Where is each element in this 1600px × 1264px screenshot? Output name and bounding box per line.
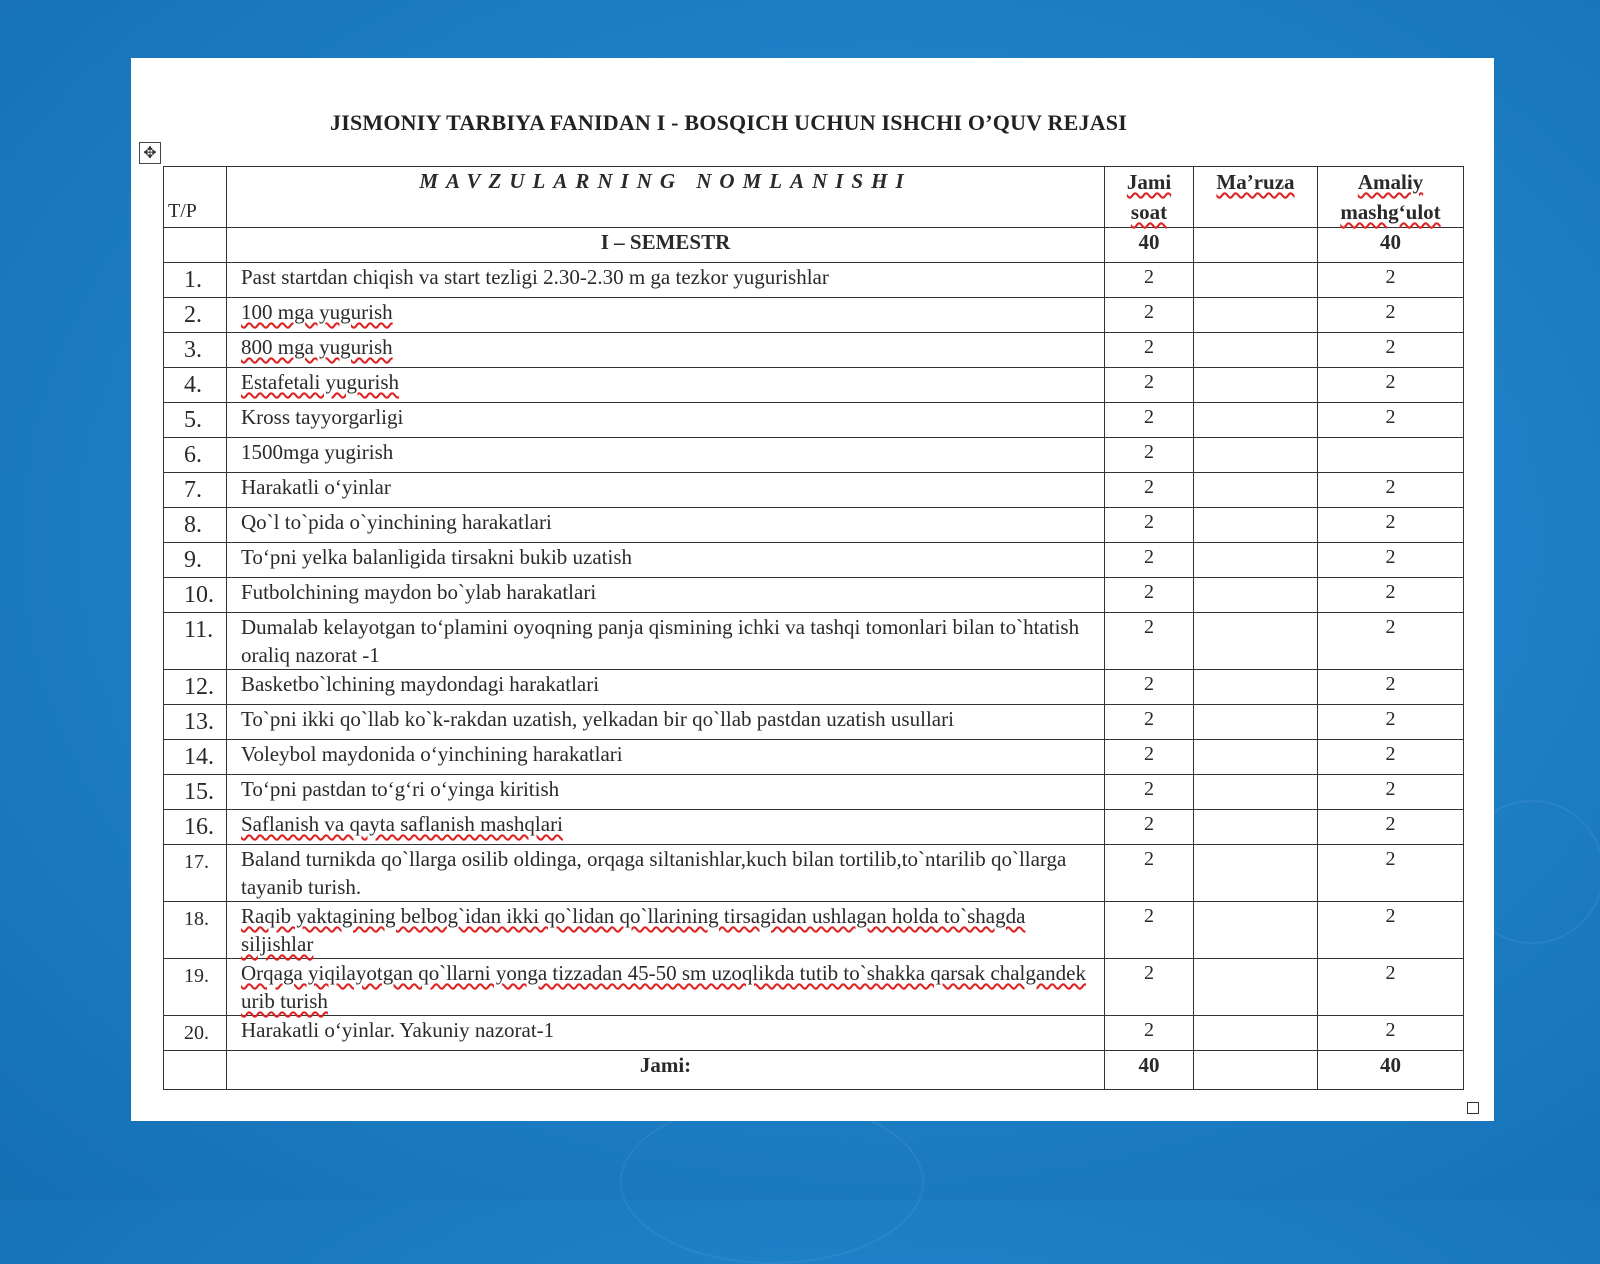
- row-topic: Basketbo`lchining maydondagi harakatlari: [227, 670, 1105, 705]
- semester-number-cell: [164, 228, 227, 263]
- row-number: 6.: [164, 438, 227, 473]
- row-topic: Qo`l to`pida o`yinchining harakatlari: [227, 508, 1105, 543]
- row-topic: To‘pni yelka balanligida tirsakni bukib uzatish: [227, 543, 1105, 578]
- row-lecture: [1194, 438, 1318, 473]
- header-lecture-label: Ma’ruza: [1216, 170, 1295, 194]
- row-number: 12.: [164, 670, 227, 705]
- row-topic-text: Orqaga yiqilayotgan qo`llarni yonga tizzadan 45-50 sm uzoqlikda tutib to`shakka qarsak chalgandek urib turish: [241, 961, 1086, 1013]
- table-row: [164, 543, 1464, 578]
- table-row: [164, 810, 1464, 845]
- table-row: [164, 578, 1464, 613]
- row-practical: 2: [1318, 368, 1464, 403]
- row-lecture: [1194, 473, 1318, 508]
- row-total-hours: 2: [1105, 333, 1194, 368]
- row-total-hours: 2: [1105, 403, 1194, 438]
- row-number: 19.: [164, 959, 227, 1016]
- row-practical: 2: [1318, 298, 1464, 333]
- row-practical: 2: [1318, 578, 1464, 613]
- total-number-cell: [164, 1051, 227, 1090]
- table-row: [164, 508, 1464, 543]
- row-practical: 2: [1318, 473, 1464, 508]
- row-topic-text: 100 mga yugurish: [241, 300, 393, 324]
- row-lecture: [1194, 298, 1318, 333]
- row-practical: 2: [1318, 543, 1464, 578]
- row-total-hours: 2: [1105, 810, 1194, 845]
- table-row: [164, 333, 1464, 368]
- header-practical-label: Amaliy mashg‘ulot: [1340, 170, 1441, 224]
- row-lecture: [1194, 613, 1318, 670]
- row-topic: [227, 333, 1105, 368]
- row-practical: 2: [1318, 705, 1464, 740]
- header-number: T/P: [164, 167, 227, 228]
- table-header-row: [164, 167, 1464, 228]
- row-number: 1.: [164, 263, 227, 298]
- row-topic: Kross tayyorgarligi: [227, 403, 1105, 438]
- row-practical: 2: [1318, 740, 1464, 775]
- row-topic: 1500mga yugirish: [227, 438, 1105, 473]
- row-number: 2.: [164, 298, 227, 333]
- row-lecture: [1194, 902, 1318, 959]
- row-practical: 2: [1318, 670, 1464, 705]
- table-row: [164, 845, 1464, 902]
- row-practical: 2: [1318, 902, 1464, 959]
- row-topic: [227, 810, 1105, 845]
- row-lecture: [1194, 333, 1318, 368]
- header-practical: [1318, 167, 1464, 228]
- header-topics: MAVZULARNING NOMLANISHI: [227, 167, 1105, 228]
- row-number: 16.: [164, 810, 227, 845]
- row-lecture: [1194, 1016, 1318, 1051]
- row-number: 8.: [164, 508, 227, 543]
- table-row: [164, 613, 1464, 670]
- row-number: 15.: [164, 775, 227, 810]
- table-row: [164, 902, 1464, 959]
- row-topic: Past startdan chiqish va start tezligi 2.30-2.30 m ga tezkor yugurishlar: [227, 263, 1105, 298]
- table-row: [164, 959, 1464, 1016]
- table-row: [164, 705, 1464, 740]
- table-row: [164, 775, 1464, 810]
- row-lecture: [1194, 810, 1318, 845]
- header-lecture: [1194, 167, 1318, 228]
- row-topic: To`pni ikki qo`llab ko`k-rakdan uzatish, yelkadan bir qo`llab pastdan uzatish usullari: [227, 705, 1105, 740]
- row-total-hours: 2: [1105, 1016, 1194, 1051]
- row-lecture: [1194, 775, 1318, 810]
- row-topic: To‘pni pastdan to‘g‘ri o‘yinga kiritish: [227, 775, 1105, 810]
- row-lecture: [1194, 845, 1318, 902]
- row-practical: 2: [1318, 263, 1464, 298]
- row-total-hours: 2: [1105, 775, 1194, 810]
- semester-row: [164, 228, 1464, 263]
- row-practical: 2: [1318, 845, 1464, 902]
- row-lecture: [1194, 403, 1318, 438]
- row-number: 7.: [164, 473, 227, 508]
- row-total-hours: 2: [1105, 508, 1194, 543]
- row-number: 17.: [164, 845, 227, 902]
- row-topic: Baland turnikda qo`llarga osilib oldinga, orqaga siltanishlar,kuch bilan tortilib,to`ntarilib qo`llarga tayanib turish.: [227, 845, 1105, 902]
- row-topic: Voleybol maydonida o‘yinchining harakatlari: [227, 740, 1105, 775]
- row-number: 20.: [164, 1016, 227, 1051]
- row-total-hours: 2: [1105, 298, 1194, 333]
- row-total-hours: 2: [1105, 959, 1194, 1016]
- row-lecture: [1194, 959, 1318, 1016]
- row-lecture: [1194, 578, 1318, 613]
- row-total-hours: 2: [1105, 578, 1194, 613]
- document-page: [131, 58, 1494, 1121]
- table-row: [164, 670, 1464, 705]
- row-topic: [227, 902, 1105, 959]
- row-topic: [227, 298, 1105, 333]
- semester-label: I – SEMESTR: [227, 228, 1105, 263]
- row-practical: 2: [1318, 959, 1464, 1016]
- row-lecture: [1194, 368, 1318, 403]
- table-row: [164, 368, 1464, 403]
- row-topic-text: Raqib yaktagining belbog`idan ikki qo`lidan qo`llarining tirsagidan ushlagan holda to`shagda siljishlar: [241, 904, 1026, 956]
- table-row: [164, 403, 1464, 438]
- row-practical: 2: [1318, 810, 1464, 845]
- row-total-hours: 2: [1105, 438, 1194, 473]
- row-topic: Futbolchining maydon bo`ylab harakatlari: [227, 578, 1105, 613]
- total-practical: 40: [1318, 1051, 1464, 1090]
- row-total-hours: 2: [1105, 845, 1194, 902]
- row-topic: Harakatli o‘yinlar. Yakuniy nazorat-1: [227, 1016, 1105, 1051]
- row-lecture: [1194, 705, 1318, 740]
- row-number: 13.: [164, 705, 227, 740]
- row-topic: Harakatli o‘yinlar: [227, 473, 1105, 508]
- row-total-hours: 2: [1105, 670, 1194, 705]
- curriculum-table: [163, 166, 1464, 1090]
- row-topic-text: Estafetali yugurish: [241, 370, 400, 394]
- total-lecture: [1194, 1051, 1318, 1090]
- table-row: [164, 438, 1464, 473]
- row-number: 18.: [164, 902, 227, 959]
- table-row: [164, 473, 1464, 508]
- row-total-hours: 2: [1105, 263, 1194, 298]
- row-topic: [227, 959, 1105, 1016]
- table-row: [164, 740, 1464, 775]
- row-total-hours: 2: [1105, 368, 1194, 403]
- header-total-hours: [1105, 167, 1194, 228]
- table-move-handle-icon[interactable]: ✥: [139, 142, 161, 164]
- row-total-hours: 2: [1105, 473, 1194, 508]
- row-number: 4.: [164, 368, 227, 403]
- row-number: 11.: [164, 613, 227, 670]
- row-topic: Dumalab kelayotgan to‘plamini oyoqning panja qismining ichki va tashqi tomonlari bilan to`htatish oraliq nazorat -1: [227, 613, 1105, 670]
- table-row: [164, 1016, 1464, 1051]
- row-topic: [227, 368, 1105, 403]
- row-lecture: [1194, 263, 1318, 298]
- row-number: 3.: [164, 333, 227, 368]
- document-title: JISMONIY TARBIYA FANIDAN I - BOSQICH UCHUN ISHCHI O’QUV REJASI: [330, 110, 1127, 135]
- semester-practical: 40: [1318, 228, 1464, 263]
- row-lecture: [1194, 740, 1318, 775]
- row-practical: 2: [1318, 613, 1464, 670]
- header-total-hours-label: Jami soat: [1126, 170, 1172, 224]
- row-number: 10.: [164, 578, 227, 613]
- row-practical: [1318, 438, 1464, 473]
- total-label: Jami:: [227, 1051, 1105, 1090]
- row-lecture: [1194, 543, 1318, 578]
- total-row: [164, 1051, 1464, 1090]
- row-total-hours: 2: [1105, 902, 1194, 959]
- row-total-hours: 2: [1105, 705, 1194, 740]
- background-ripple: [620, 1100, 924, 1264]
- row-total-hours: 2: [1105, 543, 1194, 578]
- row-lecture: [1194, 508, 1318, 543]
- row-practical: 2: [1318, 508, 1464, 543]
- row-topic-text: 800 mga yugurish: [241, 335, 393, 359]
- row-practical: 2: [1318, 775, 1464, 810]
- row-practical: 2: [1318, 333, 1464, 368]
- total-hours: 40: [1105, 1051, 1194, 1090]
- table-resize-handle[interactable]: [1467, 1102, 1479, 1114]
- row-number: 9.: [164, 543, 227, 578]
- row-lecture: [1194, 670, 1318, 705]
- row-practical: 2: [1318, 1016, 1464, 1051]
- table-row: [164, 263, 1464, 298]
- row-topic-text: Saflanish va qayta saflanish mashqlari: [241, 812, 563, 836]
- row-total-hours: 2: [1105, 613, 1194, 670]
- row-practical: 2: [1318, 403, 1464, 438]
- semester-total-hours: 40: [1105, 228, 1194, 263]
- row-number: 14.: [164, 740, 227, 775]
- table-row: [164, 298, 1464, 333]
- semester-lecture: [1194, 228, 1318, 263]
- row-total-hours: 2: [1105, 740, 1194, 775]
- row-number: 5.: [164, 403, 227, 438]
